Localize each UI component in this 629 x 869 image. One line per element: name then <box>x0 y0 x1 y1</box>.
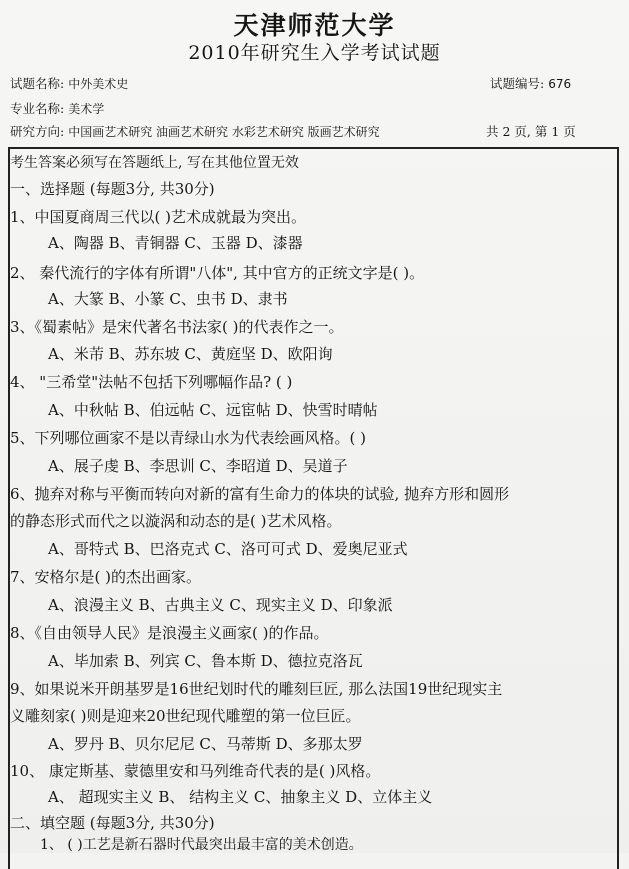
question-9-cont: 义雕刻家( )则是迎来20世纪现代雕塑的第一位巨匠。 <box>10 707 361 725</box>
options-9: A、罗丹 B、贝尔尼尼 C、马蒂斯 D、多那太罗 <box>48 735 363 753</box>
question-7: 7、安格尔是( )的杰出画家。 <box>10 568 202 586</box>
page-info: 共 2 页, 第 1 页 <box>486 124 576 139</box>
fill-item-1: 1、 ( )工艺是新石器时代最突出最丰富的美术创造。 <box>40 837 363 853</box>
question-8: 8、《自由领导人民》是浪漫主义画家( )的作品。 <box>10 624 329 642</box>
question-4: 4、 "三希堂"法帖不包括下列哪幅作品? ( ) <box>10 373 293 391</box>
options-10: A、 超现实主义 B、 结构主义 C、抽象主义 D、立体主义 <box>48 788 433 806</box>
options-7: A、浪漫主义 B、古典主义 C、现实主义 D、印象派 <box>48 596 393 614</box>
notice: 考生答案必须写在答题纸上, 写在其他位置无效 <box>10 155 299 171</box>
exam-title: 2010年研究生入学考试试题 <box>188 42 441 64</box>
code-label: 试题编号: <box>490 76 545 91</box>
section2-heading: 二、填空题 (每题3分, 共30分) <box>10 814 215 832</box>
options-3: A、米芾 B、苏东坡 C、黄庭坚 D、欧阳询 <box>48 345 333 363</box>
code-row <box>490 74 571 92</box>
question-5: 5、下列哪位画家不是以青绿山水为代表绘画风格。( ) <box>10 429 367 447</box>
major-label: 专业名称: <box>10 101 65 116</box>
options-5: A、展子虔 B、李思训 C、李昭道 D、吴道子 <box>48 457 348 475</box>
direction-label: 研究方向: <box>10 124 65 139</box>
question-3: 3、《蜀素帖》是宋代著名书法家( )的代表作之一。 <box>10 318 344 336</box>
code-value: 676 <box>548 77 572 91</box>
question-6-cont: 的静态形式而代之以漩涡和动态的是( )艺术风格。 <box>10 512 342 530</box>
options-6: A、哥特式 B、巴洛克式 C、洛可可式 D、爱奥尼亚式 <box>48 540 408 558</box>
question-9: 9、如果说米开朗基罗是16世纪划时代的雕刻巨匠, 那么法国19世纪现实主 <box>10 680 503 698</box>
section1-heading: 一、选择题 (每题3分, 共30分) <box>10 180 215 198</box>
direction-value: 中国画艺术研究 油画艺术研究 水彩艺术研究 版画艺术研究 <box>68 125 380 139</box>
question-2: 2、 秦代流行的字体有所谓"八体", 其中官方的正统文字是( )。 <box>10 264 425 282</box>
major-value: 美术学 <box>68 102 105 116</box>
subject-value: 中外美术史 <box>68 77 129 91</box>
options-4: A、中秋帖 B、伯远帖 C、远宦帖 D、快雪时晴帖 <box>48 401 378 419</box>
subject-row <box>10 74 128 92</box>
school-title: 天津师范大学 <box>233 11 396 40</box>
question-6: 6、抛弃对称与平衡而转向对新的富有生命力的体块的试验, 抛弃方形和圆形 <box>10 485 510 503</box>
options-1: A、陶器 B、青铜器 C、玉器 D、漆器 <box>48 234 303 252</box>
question-1: 1、中国夏商周三代以( )艺术成就最为突出。 <box>10 208 307 226</box>
question-10: 10、 康定斯基、蒙德里安和马列维奇代表的是( )风格。 <box>10 762 381 780</box>
major-row <box>10 99 104 117</box>
options-8: A、毕加索 B、列宾 C、鲁本斯 D、德拉克洛瓦 <box>48 652 363 670</box>
subject-label: 试题名称: <box>10 76 65 91</box>
direction-row <box>10 122 380 140</box>
options-2: A、大篆 B、小篆 C、虫书 D、隶书 <box>48 290 288 308</box>
